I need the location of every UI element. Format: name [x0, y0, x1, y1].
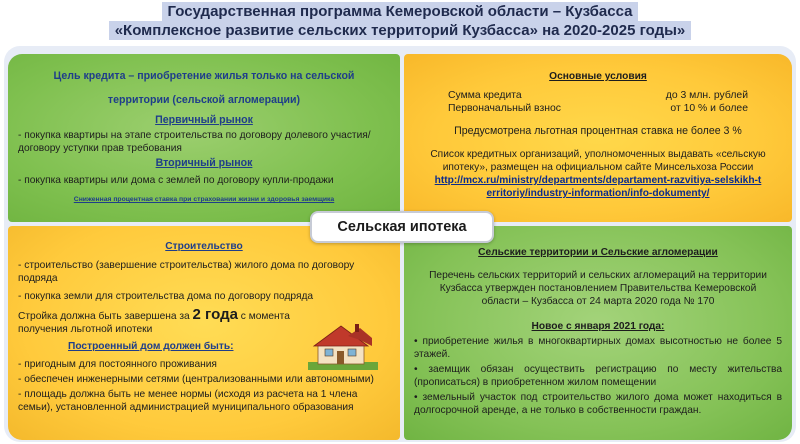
- secondary-market-text: - покупка квартиры или дома с землей по договору купли-продажи: [18, 175, 334, 186]
- news-title: Новое с января 2021 года:: [531, 321, 665, 332]
- goal-line-2: территории (сельской агломерации): [107, 94, 301, 106]
- conditions-title: Основные условия: [549, 71, 647, 82]
- loan-amount-value: до 3 млн. рублей: [665, 90, 748, 101]
- goal-line-1: Цель кредита – приобретение жилья только на сельской: [53, 70, 355, 82]
- ministry-link[interactable]: http://mcx.ru/ministry/departments/departament-razvitiya-selskikh-territoriy/industry-information/info-dokumenty/: [434, 175, 762, 199]
- news-item-3: • земельный участок под строительство жилого дома может находиться в долгосрочной аренде, а не только в собственности граждан.: [414, 392, 782, 416]
- house-icon: [308, 322, 378, 370]
- territories-intro: Перечень сельских территорий и сельских агломераций на территории Кузбасса утвержден постановлением Правительства Кемеровской области – Кузбасса от 24 марта 2020 года № 170: [429, 270, 767, 307]
- rate-text: Предусмотрена льготная процентная ставка не более 3 %: [454, 125, 742, 137]
- secondary-market-title: Вторичный рынок: [155, 157, 253, 169]
- rural-mortgage-badge: Сельская ипотека: [310, 211, 494, 243]
- requirement-2: - обеспечен инженерными сетями (централизованными или автономными): [18, 374, 374, 385]
- down-payment-label: Первоначальный взнос: [448, 103, 561, 114]
- loan-amount-label: Сумма кредита: [448, 90, 522, 101]
- rural-territories-panel: [404, 226, 792, 440]
- insurance-note: Сниженная процентная ставка при страховании жизни и здоровья заемщика: [73, 196, 335, 203]
- main-conditions-panel: [404, 54, 792, 222]
- news-list: [414, 335, 782, 417]
- primary-market-text: - покупка квартиры на этапе строительства по договору долевого участия/договору уступки прав требования: [18, 130, 371, 154]
- news-item-1: • приобретение жилья в многоквартирных домах высотностью не более 5 этажей.: [414, 336, 782, 360]
- construction-item-1: - строительство (завершение строительства) жилого дома по договору подряда: [18, 260, 355, 284]
- header-line-2: «Комплексное развитие сельских территорий Кузбасса» на 2020-2025 годы»: [109, 21, 692, 40]
- territories-title: Сельские территории и Сельские агломерации: [478, 247, 718, 258]
- conditions-grid: [448, 89, 748, 115]
- deadline-text: Стройка должна быть завершена за 2 года с момента получения льготной ипотеки: [18, 306, 290, 335]
- news-item-2: • заемщик обязан осуществить регистрацию по месту жительства (прописаться) в приобретенном жилом помещении: [414, 364, 782, 388]
- header-line-1: Государственная программа Кемеровской области – Кузбасса: [162, 2, 639, 21]
- primary-market-title: Первичный рынок: [155, 114, 253, 126]
- credit-goal-panel: [8, 54, 400, 222]
- down-payment-value: от 10 % и более: [670, 103, 748, 114]
- construction-title: Строительство: [165, 241, 243, 252]
- requirement-1: - пригодным для постоянного проживания: [18, 359, 217, 370]
- page-header: [0, 2, 800, 40]
- construction-panel: [8, 226, 400, 440]
- house-requirements-title: Построенный дом должен быть:: [68, 341, 234, 352]
- requirement-3: - площадь должна быть не менее нормы (исходя из расчета на 1 члена семьи), установленной администрацией муниципального образования: [18, 389, 358, 413]
- construction-item-2: - покупка земли для строительства дома по договору подряда: [18, 291, 314, 302]
- deadline-years: 2 года: [192, 306, 238, 323]
- lenders-list-text: Список кредитных организаций, уполномоченных выдавать «сельскую ипотеку», размещен на официальном сайте Минсельхоза России: [430, 149, 766, 173]
